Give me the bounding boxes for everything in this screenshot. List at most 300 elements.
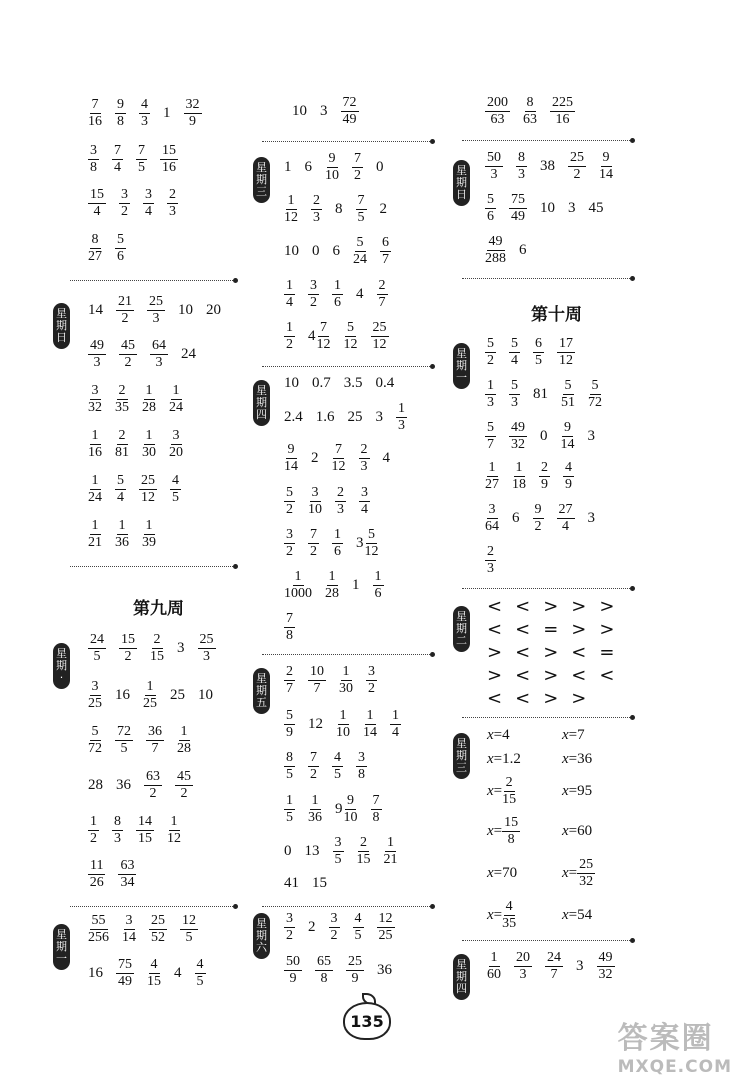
- c2-row: [284, 443, 403, 474]
- fraction: 9 14: [599, 150, 613, 182]
- c2-row: [284, 751, 380, 782]
- fraction: 15 4: [90, 187, 104, 219]
- weekday-tag-tuesday: 星 期 ·: [53, 643, 70, 689]
- fraction: 3 32: [88, 383, 102, 415]
- fraction: 1 24: [88, 473, 102, 505]
- fraction: 5 3: [511, 378, 518, 410]
- fraction: 1 3: [487, 378, 494, 410]
- fraction: 3 8: [90, 143, 97, 175]
- section-divider: [462, 717, 632, 718]
- answer: 2.4: [284, 409, 303, 425]
- answer: 41: [284, 875, 299, 891]
- fraction: 25 52: [151, 913, 165, 945]
- fraction: 17 12: [559, 336, 573, 368]
- fraction: 1 30: [142, 428, 156, 460]
- weekday-tag-saturday: 星 期 六: [253, 913, 270, 959]
- c1-row: [88, 815, 194, 846]
- fraction: 5 9: [286, 708, 293, 740]
- equation-row: [487, 900, 605, 931]
- equation: x=70: [487, 865, 518, 881]
- answer: 8: [335, 201, 343, 217]
- c1-row: [88, 233, 139, 264]
- c1-row: [88, 188, 191, 219]
- fraction: 2 7: [378, 278, 386, 310]
- c3-row: [485, 379, 615, 410]
- answer: 10: [198, 687, 213, 703]
- c2-row: [284, 709, 414, 740]
- comparison-sign: >: [543, 642, 559, 663]
- fraction: 75 49: [118, 957, 132, 989]
- comparison-sign: >: [543, 665, 559, 686]
- mixed-number: 9 9 10: [335, 793, 358, 825]
- answer: 6: [332, 243, 340, 259]
- c3-row: [485, 545, 509, 576]
- c2-row: [284, 236, 404, 267]
- watermark: 答案圈 MXQE.COM: [617, 1021, 732, 1077]
- fraction: 25 9: [348, 954, 362, 986]
- fraction: 3 2: [286, 527, 293, 559]
- fraction: 7 16: [88, 97, 102, 129]
- c2-row: [284, 486, 383, 517]
- c2-row: [284, 402, 420, 433]
- fraction: 36 7: [148, 724, 162, 756]
- c3-row: [485, 151, 626, 182]
- c1-row: [88, 680, 226, 711]
- fraction: 5 4: [117, 473, 124, 505]
- fraction: 5 6: [487, 192, 494, 224]
- fraction: 20 3: [516, 950, 530, 982]
- c2-row: [284, 794, 395, 825]
- fraction: 5 7: [487, 420, 494, 452]
- c1-row: [88, 144, 191, 175]
- answer: 6: [512, 510, 520, 526]
- fraction: 45 2: [121, 338, 135, 370]
- answer: 38: [540, 158, 555, 174]
- comparison-sign: <: [571, 665, 587, 686]
- answer: 1: [352, 577, 360, 593]
- fraction: 9 2: [534, 502, 542, 534]
- fraction: 7 2: [310, 527, 317, 559]
- equation: x = 2 15: [487, 775, 517, 807]
- fraction: 5 12: [343, 320, 358, 352]
- comparison-sign: >: [571, 688, 587, 709]
- fraction: 1 36: [115, 518, 129, 550]
- c3-row: [485, 461, 587, 492]
- fraction: 1 28: [325, 569, 339, 601]
- answer: 0.4: [375, 375, 395, 391]
- fraction: 8 3: [114, 814, 121, 846]
- fraction: 2 3: [487, 544, 494, 576]
- answer: 0.7: [312, 375, 331, 391]
- comparison-sign: <: [515, 596, 531, 617]
- fraction: 8 3: [518, 150, 525, 182]
- fraction: 1 12: [284, 193, 298, 225]
- c1-row: [88, 519, 169, 550]
- fraction: 2 9: [541, 460, 548, 492]
- answer: 12: [308, 716, 323, 732]
- fraction: 1 28: [177, 724, 191, 756]
- comparison-row: [487, 596, 627, 617]
- fraction: 1 60: [487, 950, 501, 982]
- fraction: 21 2: [118, 294, 132, 326]
- fraction: 2 35: [115, 383, 129, 415]
- c2-row: [284, 912, 408, 943]
- weekday-tag-sunday: 星 期 日: [53, 303, 70, 349]
- comparison-sign: >: [599, 596, 615, 617]
- fraction: 3 64: [485, 502, 499, 534]
- fraction: 1 39: [142, 518, 156, 550]
- c3-row: [485, 337, 588, 368]
- fraction: 49 288: [485, 234, 506, 266]
- answer: 3: [568, 200, 576, 216]
- answer: 1: [284, 159, 292, 175]
- fraction: 75 49: [511, 192, 525, 224]
- fraction: 4 5: [334, 750, 341, 782]
- comparison-sign: >: [543, 596, 559, 617]
- comparison-sign: <: [571, 642, 587, 663]
- equation: x=54: [562, 907, 593, 923]
- fraction: 45 2: [177, 769, 191, 801]
- fraction: 1 2: [286, 320, 293, 352]
- fraction: 1 10: [336, 708, 350, 740]
- answer: 16: [88, 965, 103, 981]
- comparison-sign: <: [487, 619, 503, 640]
- answer: 45: [588, 200, 604, 216]
- fraction: 49 3: [90, 338, 104, 370]
- c2-row: [284, 570, 397, 601]
- fraction: 1 27: [485, 460, 499, 492]
- fraction: 5 2: [286, 485, 293, 517]
- comparison-sign: <: [515, 688, 531, 709]
- fraction: 1 1000: [284, 569, 312, 601]
- fraction: 1 24: [169, 383, 183, 415]
- answer: 15: [312, 875, 327, 891]
- fraction: 200 63: [487, 95, 508, 127]
- c1-row: [88, 725, 204, 756]
- answer: 4: [174, 965, 182, 981]
- fraction: 49 32: [598, 950, 613, 982]
- fraction: 3 2: [286, 911, 293, 943]
- fraction: 5 72: [88, 724, 102, 756]
- fraction: 1 28: [142, 383, 156, 415]
- answer: 3: [375, 409, 383, 425]
- fraction: 3 2: [310, 278, 317, 310]
- equation: x=95: [562, 783, 593, 799]
- answer: 3: [587, 428, 595, 444]
- section-divider: [462, 588, 632, 589]
- comparison-sign: >: [543, 688, 559, 709]
- comparison-sign: <: [599, 665, 615, 686]
- fraction: 65 8: [317, 954, 331, 986]
- weekday-tag-tuesday: 星 期 二: [453, 606, 470, 652]
- c3-row: [485, 193, 617, 224]
- fraction: 4 5: [172, 473, 179, 505]
- c3-row: [487, 951, 628, 982]
- fraction: 2 3: [337, 485, 344, 517]
- fraction: 3 10: [308, 485, 322, 517]
- c3-row: [485, 421, 608, 452]
- fraction: 5 4: [511, 336, 518, 368]
- fraction: 1 36: [308, 793, 322, 825]
- equation-row: [487, 751, 605, 768]
- answer: 3: [320, 103, 328, 119]
- fraction: 1 18: [512, 460, 526, 492]
- fraction: 1 2: [90, 814, 97, 846]
- section-divider: [70, 280, 235, 281]
- fraction: 63 2: [146, 769, 160, 801]
- fraction: 1 5: [286, 793, 293, 825]
- c2-row: [284, 875, 340, 892]
- fraction: 7 12: [331, 442, 346, 474]
- equation: x=60: [562, 823, 593, 839]
- c1-row: [88, 914, 211, 945]
- equation-row: [487, 858, 608, 889]
- equation: x = 15 8: [487, 815, 519, 847]
- fraction: 1 14: [363, 708, 377, 740]
- fraction: 15 16: [162, 143, 176, 175]
- equation-row: [487, 727, 598, 744]
- fraction: 55 256: [88, 913, 109, 945]
- fraction: 1 21: [383, 835, 398, 867]
- weekday-tag-wednesday: 星 期 三: [253, 157, 270, 203]
- answer: 4: [382, 450, 390, 466]
- comparison-sign: =: [543, 619, 559, 640]
- answer: 0: [376, 159, 384, 175]
- answer: 0: [312, 243, 320, 259]
- answer: 28: [88, 777, 103, 793]
- c1-row: [88, 295, 234, 326]
- fraction: 7 8: [372, 793, 380, 825]
- fraction: 6 7: [382, 235, 389, 267]
- answer: 36: [377, 962, 392, 978]
- fraction: 6 5: [535, 336, 542, 368]
- equation-row: [487, 776, 605, 807]
- answer: 3.5: [343, 375, 363, 391]
- weekday-tag-thursday: 星 期 四: [253, 380, 270, 426]
- answer: 6: [304, 159, 312, 175]
- answer: 20: [206, 302, 221, 318]
- fraction: 3 2: [368, 664, 375, 696]
- equation: x=7: [562, 727, 585, 743]
- fraction: 32 9: [185, 97, 200, 129]
- fraction: 72 5: [117, 724, 131, 756]
- fraction: 14 15: [138, 814, 152, 846]
- fraction: 5 51: [561, 378, 575, 410]
- c2-row: [284, 528, 392, 559]
- fraction: 3 20: [169, 428, 183, 460]
- comparison-sign: >: [571, 596, 587, 617]
- c1-row: [88, 98, 215, 129]
- comparison-sign: <: [487, 688, 503, 709]
- answer: 2: [308, 919, 316, 935]
- fraction: 3 2: [121, 187, 128, 219]
- comparison-sign: >: [487, 642, 503, 663]
- section-divider: [462, 140, 632, 141]
- fraction: 8 63: [523, 95, 537, 127]
- fraction: 4 15: [147, 957, 161, 989]
- fraction: 1 6: [374, 569, 382, 601]
- fraction: 9 8: [117, 97, 124, 129]
- c1-row: [88, 770, 206, 801]
- fraction: 3 2: [330, 911, 338, 943]
- fraction: 15 2: [121, 632, 135, 664]
- c1-row: [88, 429, 196, 460]
- fraction: 2 15: [150, 632, 164, 664]
- fraction: 1 3: [398, 401, 405, 433]
- section-divider: [70, 906, 235, 907]
- fraction: 1 6: [334, 278, 341, 310]
- fraction: 9 10: [325, 151, 339, 183]
- fraction: 1 25: [143, 679, 157, 711]
- fraction: 12 5: [182, 913, 196, 945]
- fraction: 4 9: [565, 460, 572, 492]
- fraction: 5 2: [487, 336, 494, 368]
- fraction: 1 21: [88, 518, 102, 550]
- c2-row: [284, 321, 402, 352]
- c2-row: [284, 612, 308, 643]
- fraction: 7 5: [357, 193, 365, 225]
- answer: 25: [170, 687, 185, 703]
- c2-row: [292, 96, 372, 127]
- fraction: 64 3: [152, 338, 166, 370]
- fraction: 24 7: [547, 950, 561, 982]
- fraction: 1 12: [167, 814, 181, 846]
- answer: 2: [311, 450, 319, 466]
- fraction: 1 30: [339, 664, 353, 696]
- fraction: 225 16: [552, 95, 573, 127]
- fraction: 2 7: [286, 664, 293, 696]
- c3-row: [485, 503, 608, 534]
- comparison-sign: >: [487, 665, 503, 686]
- section-divider: [262, 141, 432, 142]
- fraction: 72 49: [342, 95, 357, 127]
- answer: 13: [304, 843, 320, 859]
- fraction: 2 3: [360, 442, 368, 474]
- fraction: 24 5: [90, 632, 104, 664]
- fraction: 9 14: [560, 420, 575, 452]
- fraction: 25 12: [372, 320, 387, 352]
- answer: 10: [292, 103, 307, 119]
- answer: 14: [88, 302, 103, 318]
- c1-row: [88, 859, 149, 890]
- fraction: 1 4: [392, 708, 399, 740]
- fraction: 3 25: [88, 679, 102, 711]
- equation: x = 4 35: [487, 899, 517, 931]
- comparison-sign: =: [599, 642, 615, 663]
- fraction: 5 6: [117, 232, 124, 264]
- c2-row: [284, 375, 407, 392]
- weekday-tag-wednesday: 星 期 三: [453, 733, 470, 779]
- c3-row: [485, 235, 540, 266]
- comparison-sign: <: [515, 619, 531, 640]
- fraction: 5 72: [588, 378, 602, 410]
- fraction: 3 4: [145, 187, 152, 219]
- c2-row: [284, 955, 405, 986]
- section-divider: [462, 940, 632, 941]
- fraction: 2 15: [356, 835, 371, 867]
- fraction: 25 3: [199, 632, 214, 664]
- comparison-sign: <: [515, 665, 531, 686]
- fraction: 7 2: [354, 151, 361, 183]
- answer: 2: [379, 201, 387, 217]
- c2-row: [284, 279, 401, 310]
- fraction: 2 3: [313, 193, 320, 225]
- fraction: 25 12: [141, 473, 155, 505]
- answer: 25: [347, 409, 363, 425]
- fraction: 8 5: [286, 750, 293, 782]
- c2-row: [284, 836, 411, 867]
- fraction: 25 3: [149, 294, 163, 326]
- equation: x = 25 32: [562, 857, 594, 889]
- fraction: 7 8: [286, 611, 293, 643]
- fraction: 8 27: [88, 232, 102, 264]
- equation: x=4: [487, 727, 510, 743]
- comparison-row: [487, 688, 599, 709]
- fraction: 49 32: [511, 420, 525, 452]
- fraction: 2 81: [115, 428, 129, 460]
- section-divider: [262, 366, 432, 367]
- equation-row: [487, 816, 605, 847]
- comparison-sign: >: [571, 619, 587, 640]
- c1-row: [88, 474, 194, 505]
- comparison-sign: >: [599, 619, 615, 640]
- fraction: 3 4: [361, 485, 368, 517]
- fraction: 3 8: [358, 750, 365, 782]
- c1-row: [88, 384, 196, 415]
- c1-row: [88, 958, 219, 989]
- fraction: 5 24: [353, 235, 367, 267]
- answer: 3: [576, 958, 584, 974]
- answer: 16: [115, 687, 130, 703]
- fraction: 3 14: [122, 913, 136, 945]
- fraction: 25 2: [570, 150, 584, 182]
- answer: 10: [540, 200, 555, 216]
- c1-row: [88, 339, 209, 370]
- answer: 10: [284, 375, 299, 391]
- week-heading: 第九周: [133, 599, 184, 619]
- comparison-sign: <: [487, 596, 503, 617]
- fraction: 4 5: [354, 911, 362, 943]
- comparison-row: [487, 619, 627, 640]
- weekday-tag-monday: 星 期 一: [453, 343, 470, 389]
- fraction: 4 3: [141, 97, 148, 129]
- weekday-tag-friday: 星 期 五: [253, 668, 270, 714]
- section-divider: [462, 278, 632, 279]
- fraction: 7 4: [114, 143, 121, 175]
- answer: 6: [519, 242, 527, 258]
- section-divider: [262, 654, 432, 655]
- answer: 1.6: [315, 409, 335, 425]
- answer: 4: [356, 286, 364, 302]
- page-number: 135: [343, 1002, 391, 1040]
- comparison-row: [487, 642, 627, 663]
- week-heading: 第十周: [531, 305, 582, 325]
- answer: 81: [533, 386, 548, 402]
- fraction: 1 4: [286, 278, 293, 310]
- weekday-tag-monday: 星 期 一: [53, 924, 70, 970]
- fraction: 4 5: [196, 957, 204, 989]
- fraction: 3 5: [334, 835, 342, 867]
- answer: 10: [284, 243, 299, 259]
- comparison-row: [487, 665, 627, 686]
- answer: 24: [181, 346, 196, 362]
- fraction: 7 5: [138, 143, 145, 175]
- mixed-number: 3 5 12: [356, 527, 379, 559]
- fraction: 50 3: [487, 150, 501, 182]
- answer: 0: [284, 843, 292, 859]
- fraction: 7 2: [310, 750, 317, 782]
- equation: x=36: [562, 751, 593, 767]
